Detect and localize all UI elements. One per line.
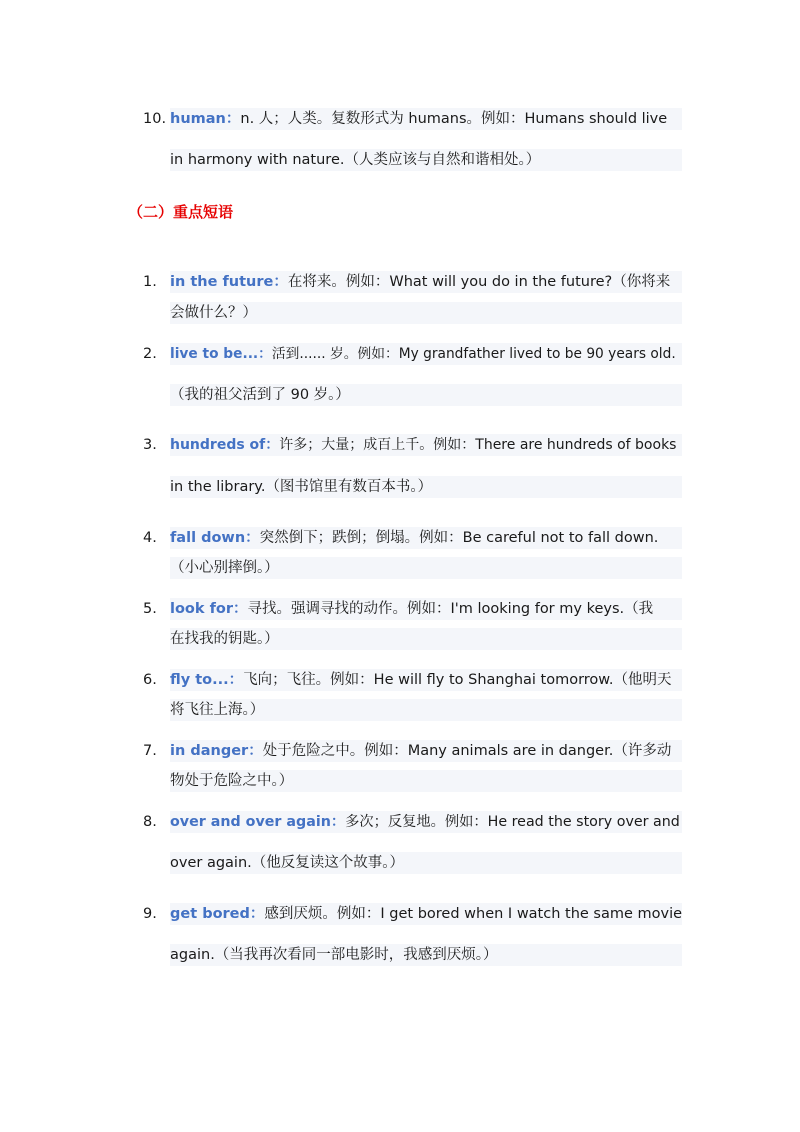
entry-definition: 寻找。强调寻找的动作。例如：I'm looking for my keys.（我 (247, 601, 654, 617)
entry-term: human (170, 111, 226, 127)
entry-definition: 飞向；飞往。例如：He will fly to Shanghai tomorrow.（他明天 (243, 672, 672, 688)
entry-number: 2. (143, 346, 157, 362)
entry-line-2: in the library.（图书馆里有数百本书。） (170, 476, 682, 498)
entry-separator: ： (273, 274, 288, 290)
entry-term: in the future (170, 274, 274, 290)
entry-line-2: 在找我的钥匙。） (170, 628, 682, 650)
entry-line-2: 会做什么？） (170, 302, 682, 324)
entry-definition: 感到厌烦。例如：I get bored when I watch the same movie (264, 906, 683, 922)
entry-definition: n. 人；人类。复数形式为 humans。例如：Humans should live (240, 111, 668, 127)
entry-number: 5. (143, 601, 157, 617)
entry-term: fall down (170, 530, 246, 546)
entry-definition: 在将来。例如：What will you do in the future?（你将来 (287, 274, 671, 290)
entry-number: 7. (143, 743, 157, 759)
entry-line-1 (170, 598, 682, 620)
entry-line-1 (170, 740, 682, 762)
entry-term: look for (170, 601, 234, 617)
entry-number: 10. (143, 111, 167, 127)
entry-separator: ： (258, 346, 272, 362)
entry-separator: ： (249, 906, 265, 922)
entry-line-2: 将飞往上海。） (170, 699, 682, 721)
section-title: （二）重点短语 (128, 203, 234, 221)
entry-line-2: （我的祖父活到了 90 岁。） (170, 384, 682, 406)
entry-number: 3. (143, 437, 157, 453)
entry-separator: ： (233, 601, 248, 617)
entry-separator: ： (265, 437, 280, 453)
entry-line-2: in harmony with nature.（人类应该与自然和谐相处。） (170, 149, 682, 171)
entry-number: 6. (143, 672, 157, 688)
entry-line-1 (170, 669, 682, 691)
entry-definition: 多次；反复地。例如：He read the story over and (345, 814, 680, 830)
entry-line-1 (170, 811, 682, 833)
entry-line-2: （小心别摔倒。） (170, 557, 682, 579)
entry-number: 9. (143, 906, 157, 922)
entry-term: in danger (170, 743, 249, 759)
entry-line-1 (170, 343, 682, 365)
entry-term: hundreds of (170, 437, 266, 453)
entry-line-1 (170, 903, 682, 925)
entry-number: 8. (143, 814, 157, 830)
entry-term: fly to... (170, 672, 229, 688)
entry-definition: 活到...... 岁。例如：My grandfather lived to be 90 years old. (271, 346, 676, 362)
entry-line-1 (170, 271, 682, 293)
entry-line-2: 物处于危险之中。） (170, 770, 682, 792)
entry-definition: 许多；大量；成百上千。例如：There are hundreds of books (279, 437, 677, 453)
entry-line-1: human：n. 人；人类。复数形式为 humans。例如：Humans should live (170, 108, 682, 130)
entry-separator: ： (228, 672, 244, 688)
entry-term: over and over again (170, 814, 331, 830)
entry-definition: 突然倒下；跌倒；倒塌。例如：Be careful not to fall down. (259, 530, 659, 546)
entry-line-1 (170, 527, 682, 549)
entry-separator: ： (330, 814, 346, 830)
entry-line-2: again.（当我再次看同一部电影时，我感到厌烦。） (170, 944, 682, 966)
entry-separator: ： (248, 743, 263, 759)
entry-number: 4. (143, 530, 157, 546)
entry-term: live to be... (170, 346, 259, 362)
entry-line-1 (170, 434, 682, 456)
entry-line-2: over again.（他反复读这个故事。） (170, 852, 682, 874)
entry-term: get bored (170, 906, 250, 922)
entry-definition: 处于危险之中。例如：Many animals are in danger.（许多动 (262, 743, 672, 759)
entry-number: 1. (143, 274, 157, 290)
entry-separator: ： (245, 530, 260, 546)
